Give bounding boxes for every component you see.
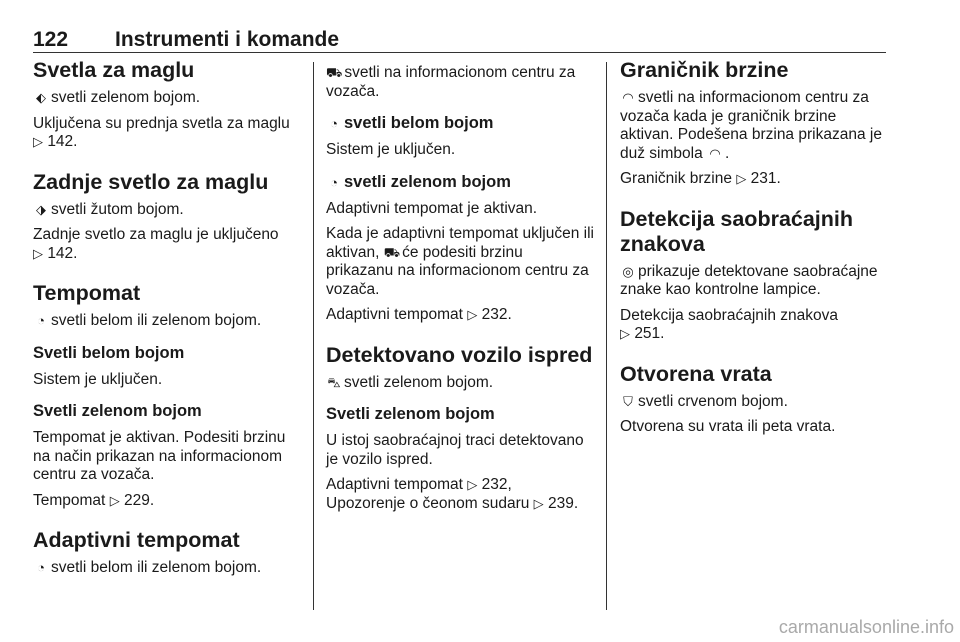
page-header: [33, 28, 339, 52]
paragraph: U istoj saobraćajnoj traci detektovano je vozilo ispred.: [326, 432, 584, 468]
subsection-title: Svetli zelenom bojom: [326, 405, 495, 423]
cruise-control-icon: ◔: [37, 560, 45, 575]
paragraph: ◔ svetli belom ili zelenom bojom.: [33, 312, 301, 331]
subsection-title: ◔ svetli zelenom bojom: [326, 172, 594, 193]
paragraph: Sistem je uključen.: [33, 370, 163, 388]
paragraph: ⛍ svetli zelenom bojom.: [327, 373, 494, 391]
subsection-title: Svetli belom bojom: [33, 343, 185, 362]
rear-fog-light-icon: ⬗: [36, 201, 46, 217]
section-title: Graničnik brzine: [620, 58, 789, 82]
paragraph: Adaptivni tempomat ▷ 232, Upozorenje o čeonom sudaru ▷ 239.: [326, 476, 579, 512]
paragraph: ⛉ svetli crvenom bojom.: [620, 393, 892, 412]
section-title: Otvorena vrata: [620, 361, 772, 386]
paragraph: Otvorena su vrata ili peta vrata.: [620, 418, 836, 435]
page-reference[interactable]: 232.: [481, 306, 512, 323]
paragraph: Detekcija saobraćajnih znakova ▷ 251.: [620, 306, 838, 342]
subsection-title: Svetli zelenom bojom: [33, 402, 202, 420]
paragraph: Kada je adaptivni tempomat uključen ili aktivan, ⛟ će podesiti brzinu prikazanu na informacionom centru za vozača.: [326, 225, 594, 298]
reference-arrow-icon: ▷: [736, 171, 747, 186]
reference-arrow-icon: ▷: [533, 495, 544, 511]
speed-limiter-icon: ◠: [622, 90, 634, 105]
paragraph: ⬖ svetli zelenom bojom.: [33, 89, 301, 108]
paragraph: ◎ prikazuje detektovane saobraćajne znake kao kontrolne lampice.: [620, 262, 878, 298]
page-reference[interactable]: 229.: [124, 491, 155, 509]
paragraph: Uključena su prednja svetla za maglu ▷ 142.: [33, 114, 290, 150]
reference-arrow-icon: ▷: [109, 492, 120, 508]
front-fog-light-icon: ⬖: [36, 90, 46, 105]
page-title: Instrumenti i komande: [115, 28, 340, 51]
section-title: Adaptivni tempomat: [33, 528, 240, 552]
column-divider: [606, 62, 607, 610]
paragraph: Adaptivni tempomat je aktivan.: [326, 199, 538, 217]
adaptive-cruise-icon: ⛟: [326, 65, 343, 80]
paragraph: Graničnik brzine ▷ 231.: [620, 170, 781, 187]
paragraph: ◠ svetli na informacionom centru za vozača kada je graničnik brzine aktivan. Podešena brzina prikazana je duž simbola ◠ .: [620, 89, 882, 162]
reference-arrow-icon: ▷: [467, 477, 478, 492]
paragraph: Sistem je uključen.: [326, 141, 456, 158]
paragraph: Adaptivni tempomat ▷ 232.: [326, 306, 512, 323]
speed-limiter-icon: ◠: [709, 145, 721, 161]
paragraph: ⬗ svetli žutom bojom.: [33, 201, 301, 220]
paragraph: ◔ svetli belom ili zelenom bojom.: [33, 559, 301, 578]
page-number: 122: [33, 28, 69, 51]
section-title: Svetla za maglu: [33, 58, 195, 82]
door-open-icon: ⛉: [623, 393, 633, 409]
section-title: Tempomat: [33, 281, 141, 305]
page-reference[interactable]: 239.: [547, 494, 579, 512]
cruise-control-icon: ◔: [330, 116, 338, 131]
column-3: [620, 58, 892, 444]
reference-arrow-icon: ▷: [467, 307, 478, 322]
subsection-title: ◔ svetli belom bojom: [326, 113, 594, 134]
header-rule: [33, 52, 886, 53]
reference-arrow-icon: ▷: [620, 326, 630, 341]
paragraph: Tempomat ▷ 229.: [33, 491, 155, 509]
page-reference[interactable]: 251.: [634, 325, 665, 342]
column-2: [326, 58, 594, 520]
traffic-sign-icon: ◎: [622, 263, 634, 279]
page-reference[interactable]: 231.: [750, 170, 781, 187]
page-reference[interactable]: 142.: [47, 244, 78, 262]
page-reference[interactable]: 142.: [47, 133, 78, 150]
vehicle-ahead-icon: ⛍: [327, 374, 341, 390]
cruise-control-icon: ◔: [37, 313, 45, 328]
paragraph: ⛟ svetli na informacionom centru za vozača.: [326, 64, 576, 100]
column-divider: [313, 62, 314, 610]
section-title: Detektovano vozilo ispred: [326, 342, 593, 367]
page-reference[interactable]: 232,: [481, 476, 512, 493]
reference-arrow-icon: ▷: [33, 134, 43, 149]
cruise-control-icon: ◔: [330, 174, 338, 190]
reference-arrow-icon: ▷: [33, 245, 43, 261]
paragraph: Zadnje svetlo za maglu je uključeno ▷ 142.: [33, 226, 279, 262]
paragraph: Tempomat je aktivan. Podesiti brzinu na način prikazan na informacionom centru za vozača.: [33, 429, 286, 483]
column-1: [33, 58, 301, 585]
watermark: carmanualsonline.info: [778, 617, 954, 637]
adaptive-cruise-icon: ⛟: [383, 244, 401, 260]
section-title: Zadnje svetlo za maglu: [33, 169, 269, 194]
section-title: Detekcija saobraćajnih znakova: [620, 206, 854, 256]
